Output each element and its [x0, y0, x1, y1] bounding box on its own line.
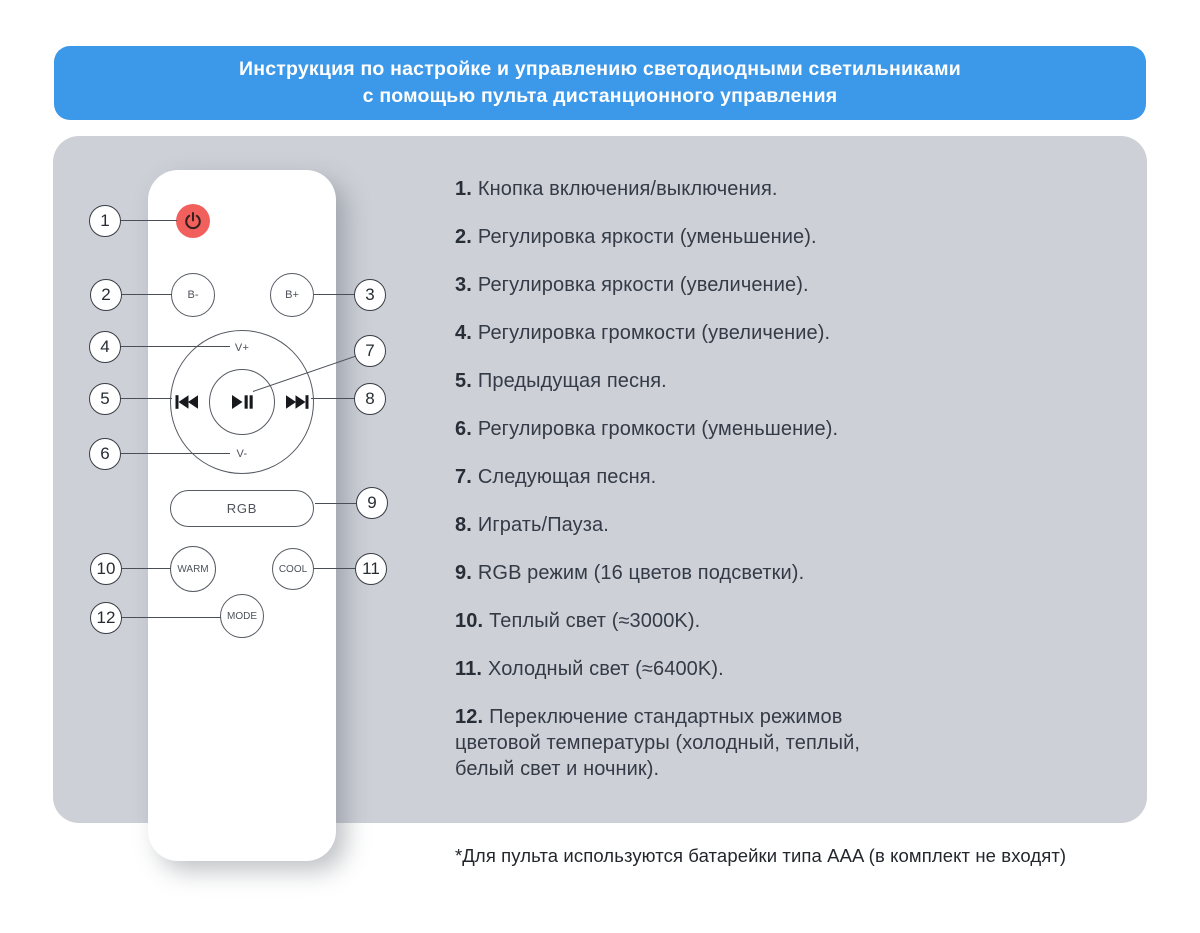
header-title-line2: с помощью пульта дистанционного управления — [362, 85, 838, 107]
callout-line — [121, 568, 171, 569]
instruction-text: Холодный свет (≈6400K). — [488, 658, 724, 680]
instruction-text: Теплый свет (≈3000K). — [489, 610, 701, 632]
callout-number: 12 — [96, 608, 116, 627]
callout-4 — [89, 331, 121, 363]
instruction-number: 7. — [455, 466, 472, 488]
callout-number: 1 — [100, 211, 110, 230]
instruction-number: 1. — [455, 178, 472, 200]
callout-10 — [90, 553, 122, 585]
previous-track-button[interactable] — [175, 394, 201, 410]
callout-line — [121, 617, 221, 618]
instruction-number: 8. — [455, 514, 472, 536]
instruction-number: 6. — [455, 418, 472, 440]
callout-8 — [354, 383, 386, 415]
instruction-text: Регулировка громкости (уменьшение). — [477, 418, 839, 440]
mode-label: MODE — [227, 610, 257, 622]
callout-number: 6 — [100, 444, 110, 463]
instruction-text: Регулировка яркости (увеличение). — [477, 274, 809, 296]
footnote: *Для пульта используются батарейки типа AAA (в комплект не входят) — [455, 845, 1067, 866]
brightness-up-label: B+ — [285, 289, 299, 301]
instruction-item — [455, 656, 1115, 682]
instruction-item — [455, 176, 1115, 202]
mode-button[interactable] — [220, 594, 264, 638]
callout-number: 9 — [367, 493, 377, 512]
instruction-item — [455, 224, 1115, 250]
callout-12 — [90, 602, 122, 634]
instruction-number: 12. — [455, 706, 484, 728]
callout-5 — [89, 383, 121, 415]
header-title-line1: Инструкция по настройке и управлению светодиодными светильниками — [239, 58, 961, 80]
volume-down-button[interactable] — [170, 448, 314, 460]
callout-3 — [354, 279, 386, 311]
instruction-text: RGB режим (16 цветов подсветки). — [477, 562, 805, 584]
instruction-item — [455, 512, 1115, 538]
instruction-number: 2. — [455, 226, 472, 248]
instruction-number: 5. — [455, 370, 472, 392]
callout-number: 5 — [100, 389, 110, 408]
callout-line — [120, 346, 230, 347]
callout-9 — [356, 487, 388, 519]
callout-line — [121, 294, 172, 295]
callout-line — [120, 398, 172, 399]
instruction-number: 10. — [455, 610, 484, 632]
callout-line — [120, 453, 230, 454]
instruction-text: Предыдущая песня. — [477, 370, 667, 392]
instruction-item — [455, 416, 1115, 442]
brightness-down-button[interactable] — [171, 273, 215, 317]
power-icon — [183, 211, 203, 231]
instruction-item — [455, 272, 1115, 298]
callout-11 — [355, 553, 387, 585]
callout-line — [120, 220, 177, 221]
instruction-item — [455, 704, 925, 782]
callout-number: 4 — [100, 337, 110, 356]
instructions-list — [455, 176, 1115, 804]
callout-number: 11 — [362, 559, 380, 578]
instruction-item — [455, 320, 1115, 346]
instruction-text: Переключение стандартных режимов цветовой температуры (холодный, теплый, белый свет и ночник). — [455, 706, 861, 780]
callout-line — [314, 294, 355, 295]
callout-number: 7 — [365, 341, 375, 360]
callout-number: 10 — [96, 559, 116, 578]
warm-button[interactable] — [170, 546, 216, 592]
instruction-item — [455, 608, 1115, 634]
play-pause-icon — [231, 393, 253, 411]
instruction-text: Регулировка громкости (увеличение). — [477, 322, 831, 344]
instruction-text: Кнопка включения/выключения. — [477, 178, 778, 200]
instruction-number: 9. — [455, 562, 472, 584]
cool-button[interactable] — [272, 548, 314, 590]
volume-up-button[interactable] — [170, 342, 314, 354]
rgb-label: RGB — [226, 501, 258, 516]
callout-1 — [89, 205, 121, 237]
brightness-down-label: B- — [187, 289, 199, 301]
rgb-button[interactable] — [170, 490, 314, 527]
instruction-text: Регулировка яркости (уменьшение). — [477, 226, 817, 248]
brightness-up-button[interactable] — [270, 273, 314, 317]
warm-label: WARM — [177, 563, 209, 575]
instruction-number: 3. — [455, 274, 472, 296]
next-track-button[interactable] — [283, 394, 309, 410]
play-pause-button[interactable] — [231, 393, 253, 411]
callout-number: 3 — [365, 285, 375, 304]
instruction-text: Играть/Пауза. — [477, 514, 609, 536]
next-track-icon — [283, 394, 309, 410]
callout-line — [311, 398, 355, 399]
volume-down-label: V- — [236, 448, 248, 460]
instruction-item — [455, 560, 1115, 586]
instruction-text: Следующая песня. — [477, 466, 657, 488]
instruction-item — [455, 464, 1115, 490]
callout-2 — [90, 279, 122, 311]
instruction-number: 4. — [455, 322, 472, 344]
callout-line — [315, 503, 357, 504]
header-banner — [54, 46, 1146, 120]
callout-number: 2 — [101, 285, 111, 304]
callout-6 — [89, 438, 121, 470]
volume-up-label: V+ — [234, 342, 250, 354]
previous-track-icon — [175, 394, 201, 410]
power-button[interactable] — [176, 204, 210, 238]
instruction-number: 11. — [455, 658, 482, 680]
callout-number: 8 — [365, 389, 375, 408]
cool-label: COOL — [278, 563, 308, 575]
callout-7 — [354, 335, 386, 367]
callout-line — [314, 568, 356, 569]
instruction-item — [455, 368, 1115, 394]
